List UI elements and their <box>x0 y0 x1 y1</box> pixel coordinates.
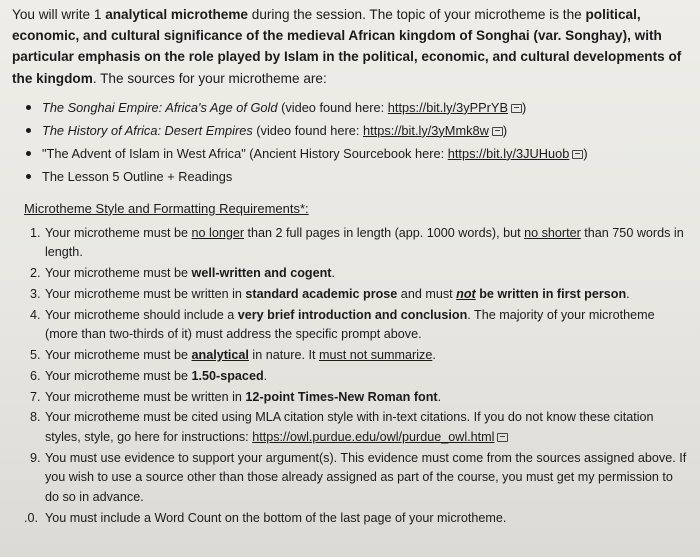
external-link-icon[interactable] <box>511 104 522 113</box>
item-number: 9. <box>30 450 41 465</box>
requirement-item <box>12 509 690 529</box>
requirement-item <box>12 285 690 305</box>
req-underline: must not summarize <box>318 348 433 363</box>
req-text: than 2 full pages in length (app. 1000 words), but <box>244 225 525 240</box>
bullet-icon <box>26 105 31 110</box>
requirements-heading: Microtheme Style and Formatting Requirements*: <box>24 200 309 216</box>
intro-paragraph <box>12 4 690 89</box>
external-link-icon[interactable] <box>572 150 583 159</box>
req-text: in nature. It <box>248 348 319 363</box>
external-link-icon[interactable] <box>497 433 508 442</box>
source-desc: (Ancient History Sourcebook here: <box>245 145 448 161</box>
intro-text-1: You will write 1 <box>12 7 106 22</box>
item-number: 8. <box>30 410 41 425</box>
requirement-item <box>12 346 690 366</box>
source-title: The History of Africa: Desert Empires <box>42 122 253 138</box>
item-number: 7. <box>30 389 41 404</box>
source-desc: (video found here: <box>252 122 364 138</box>
source-item <box>26 142 690 165</box>
item-number: 1. <box>30 225 41 240</box>
intro-text-2: during the session. The topic of your microtheme is the <box>247 7 586 22</box>
bullet-icon <box>26 174 31 179</box>
source-close: ) <box>522 99 527 115</box>
req-bold: standard academic prose <box>245 286 398 301</box>
source-link[interactable]: https://bit.ly/3yPPrYB <box>387 99 508 115</box>
req-text: Your microtheme should include a <box>45 307 238 322</box>
source-item <box>26 119 690 142</box>
req-underline: no longer <box>191 225 245 240</box>
req-text: Your microtheme must be cited using MLA citation style with in-text citations. If you do not know these citation styles, style, go here for instructions: <box>45 410 654 445</box>
bullet-icon <box>26 151 31 156</box>
source-title: The Lesson 5 Outline + Readings <box>42 168 233 184</box>
source-link[interactable]: https://bit.ly/3yMmk8w <box>363 122 489 138</box>
req-text: . <box>437 389 442 404</box>
source-title: The Songhai Empire: Africa's Age of Gold <box>42 99 278 115</box>
item-number: 3. <box>30 286 41 301</box>
intro-bold-2: political, economic, and cultural significance of the medieval African kingdom of Songhai (var. Songhay), with particular emphasis on the role played by Islam in the political, economic, and cultural developments of the kingdom <box>12 7 682 86</box>
source-item <box>26 165 690 188</box>
req-text: Your microtheme must be <box>45 368 192 383</box>
source-desc: (video found here: <box>277 99 388 115</box>
req-underline: no shorter <box>524 225 581 240</box>
req-text: Your microtheme must be <box>45 348 192 363</box>
req-text: You must include a Word Count on the bottom of the last page of your microtheme. <box>45 510 507 525</box>
intro-text-3: . The sources for your microtheme are: <box>92 70 327 86</box>
item-number: .0. <box>24 510 39 525</box>
item-number: 4. <box>30 307 41 322</box>
intro-bold-1: analytical microtheme <box>105 7 248 22</box>
req-text: . <box>626 286 630 301</box>
req-text: . <box>432 348 436 363</box>
req-text: You must use evidence to support your argument(s). This evidence must come from the sources assigned above. If you wish to use a source other than those already assigned as part of the course, you must get my permission to do so in advance. <box>45 450 687 505</box>
source-close: ) <box>502 122 508 138</box>
external-link-icon[interactable] <box>492 127 503 136</box>
source-link[interactable]: https://bit.ly/3JUHuob <box>447 145 570 161</box>
req-text: Your microtheme must be written in <box>45 389 246 404</box>
purdue-owl-link[interactable]: https://owl.purdue.edu/owl/purdue_owl.html <box>252 430 495 445</box>
requirement-item <box>12 408 690 447</box>
item-number: 5. <box>30 348 41 363</box>
requirement-item <box>12 388 690 408</box>
req-text: . <box>263 368 268 383</box>
req-text: Your microtheme must be <box>45 225 192 240</box>
requirement-item <box>12 306 690 345</box>
req-text: . The majority of your microtheme (more than two-thirds of it) must address the specific prompt above. <box>45 307 655 342</box>
sources-list <box>12 96 690 188</box>
req-text: than 750 words in length. <box>45 225 684 260</box>
req-bold: 12-point Times-New Roman font <box>245 389 438 404</box>
source-title: "The Advent of Islam in West Africa" <box>42 145 246 161</box>
req-text: Your microtheme must be written in <box>45 286 246 301</box>
requirement-item <box>12 449 690 508</box>
requirement-item <box>12 224 690 263</box>
requirement-item <box>12 264 690 284</box>
item-number: 2. <box>30 266 41 281</box>
req-text: . <box>331 266 335 281</box>
req-bold-underline: analytical <box>191 348 249 363</box>
requirement-item <box>12 367 690 387</box>
req-bold: be written in first person <box>475 286 627 301</box>
req-text: and must <box>397 286 457 301</box>
requirements-list <box>12 224 690 529</box>
item-number: 6. <box>30 368 41 383</box>
req-bold: well-written and cogent <box>191 266 332 281</box>
req-text: Your microtheme must be <box>45 266 192 281</box>
source-item <box>26 96 690 119</box>
source-close: ) <box>583 145 588 161</box>
bullet-icon <box>26 128 31 133</box>
req-bold: very brief introduction and conclusion <box>237 307 468 322</box>
req-bold-underline: not <box>456 286 476 301</box>
req-bold: 1.50-spaced <box>191 368 264 383</box>
